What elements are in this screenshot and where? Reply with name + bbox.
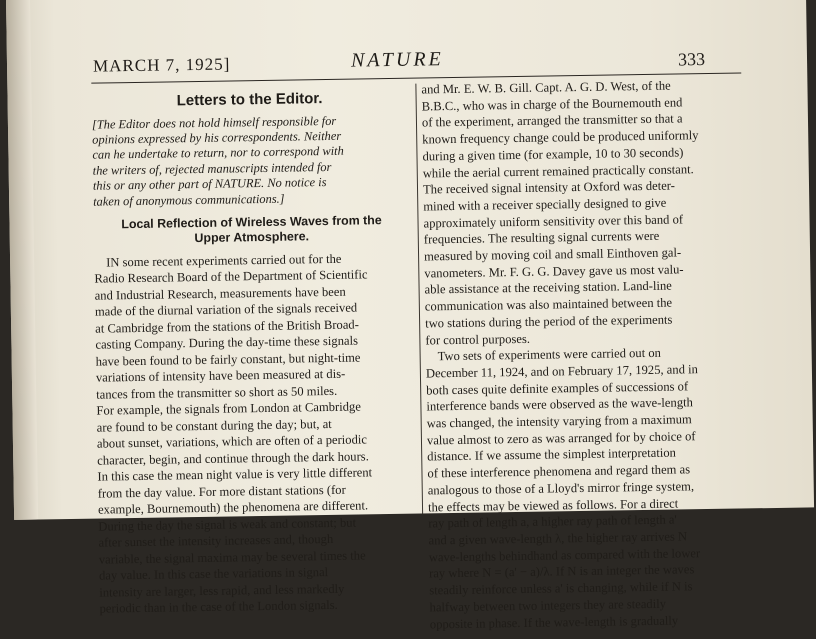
text-line: IN some recent experiments carried out for the [106,251,342,270]
text-line: ray where N = (a' − a)/λ. If N is an integer the waves [428,562,695,581]
text-line: frequencies. The resulting signal currents were [423,229,660,247]
article-title-line: Upper Atmosphere. [194,229,310,246]
text-line: character, begin, and continue through the dark hours. [97,449,369,468]
text-line: while the aerial current remained practically constant. [422,161,694,180]
text-line: For example, the signals from London at Cambridge [96,399,361,419]
text-line: during a given time (for example, 10 to 30 seconds) [422,145,684,164]
text-line: after sunset the intensity increases and, though [98,532,334,551]
header-date: MARCH 7, 1925] [92,54,231,76]
section-heading: Letters to the Editor. [176,90,323,110]
text-line: periodic than in the case of the London signals. [99,598,338,617]
text-line: approximately uniform sensitivity over this band of [423,212,684,231]
text-line: from the day value. For more distant stations (for [97,482,346,501]
text-line: wave-lengths behindhand as compared with the lower [428,545,701,565]
text-line: distance. If we assume the simplest interpretation [427,446,676,464]
text-line: for control purposes. [425,331,531,348]
journal-title: NATURE [350,48,444,72]
text-line: and a given wave-length λ, the higher ray arrives N [428,529,688,548]
text-line: value almost to zero as was arranged for by choice of [426,428,696,448]
text-line: The received signal intensity at Oxford was deter- [422,178,676,197]
disclaimer-line: the writers of, rejected manuscripts intended for [92,159,332,178]
page-binding-shadow [6,0,38,520]
text-line: ray path of length a, a higher ray path of length a' [428,512,677,531]
text-line: two stations during the period of the experiments [425,312,673,331]
disclaimer-line: [The Editor does not hold himself responsible for [91,113,337,132]
text-line: steadily reinforce unless a' is changing, while if N is [429,579,693,598]
text-line: mined with a receiver specially designed to give [423,195,667,214]
text-line: are found to be constant during the day; but, at [96,416,332,435]
disclaimer-line: taken of anonymous communications.] [93,191,285,209]
text-line: variations of intensity have been measured at dis- [95,367,346,386]
text-line: of the experiment, arranged the transmitter so that a [421,111,683,130]
text-line: able assistance at the receiving station. Land-line [424,279,672,297]
text-line: analogous to those of a Lloyd's mirror fringe system, [427,479,695,498]
text-line: opposite in phase. If the wave-length is gradually [429,613,679,631]
text-line: communication was also maintained between the [424,295,673,314]
left-column [91,90,415,618]
text-line: In this case the mean night value is very little different [97,465,373,485]
text-line: have been found to be fairly constant, but night-time [95,350,361,369]
text-line: the effects may be viewed as follows. For a direct [427,496,679,515]
article-title-line: Local Reflection of Wireless Waves from the [121,213,382,232]
text-line: Two sets of experiments were carried out on [437,346,662,364]
text-line: both cases quite definite examples of successions of [426,378,689,398]
text-line: interference bands were observed as the wave-length [426,395,693,414]
text-line: During the day the signal is weak and constant; but [98,515,357,534]
page-number: 333 [677,49,706,70]
disclaimer-line: can he undertake to return, nor to correspond with [92,144,344,162]
text-line: known frequency change could be produced uniformly [422,128,699,147]
text-line: and Industrial Research, measurements have been [94,284,346,303]
text-line: tances from the transmitter so short as 50 miles. [96,383,338,402]
text-line: example, Bournemouth) the phenomena are different. [97,498,369,518]
text-line: halfway between two integers they are steadily [429,596,667,615]
text-line: about sunset, variations, which are often of a periodic [96,432,368,452]
journal-page [6,0,814,631]
disclaimer-line: opinions expressed by his correspondents. Neither [92,128,342,147]
left-body-text [94,250,416,618]
text-line: variable, the signal maxima may be several times the [98,548,366,567]
text-line: was changed, the intensity varying from a maximum [426,412,692,431]
editor-disclaimer [92,112,409,209]
text-line: Radio Research Board of the Department of Scientific [94,267,368,287]
text-line: casting Company. During the day-time these signals [95,333,359,353]
text-line: December 11, 1924, and on February 17, 1925, and in [425,362,698,381]
text-line: of these interference phenomena and regard them as [427,462,691,481]
disclaimer-line: this or any other part of NATURE. No notice is [92,175,327,193]
text-line: vanometers. Mr. F. G. G. Davey gave us most valu- [424,262,684,281]
text-line: measured by moving coil and small Einthoven gal- [423,245,682,264]
right-column [421,76,753,632]
text-line: at Cambridge from the stations of the British Broad- [95,317,359,336]
text-line: made of the diurnal variation of the signals received [94,300,358,320]
text-line: day value. In this case the variations in signal [98,565,329,584]
text-line: intensity are larger, less rapid, and less markedly [99,581,345,600]
text-line: and Mr. E. W. B. Gill. Capt. A. G. D. West, of the [421,78,671,97]
text-line: B.B.C., who was in charge of the Bournemouth end [421,95,683,114]
article-title [93,213,409,249]
